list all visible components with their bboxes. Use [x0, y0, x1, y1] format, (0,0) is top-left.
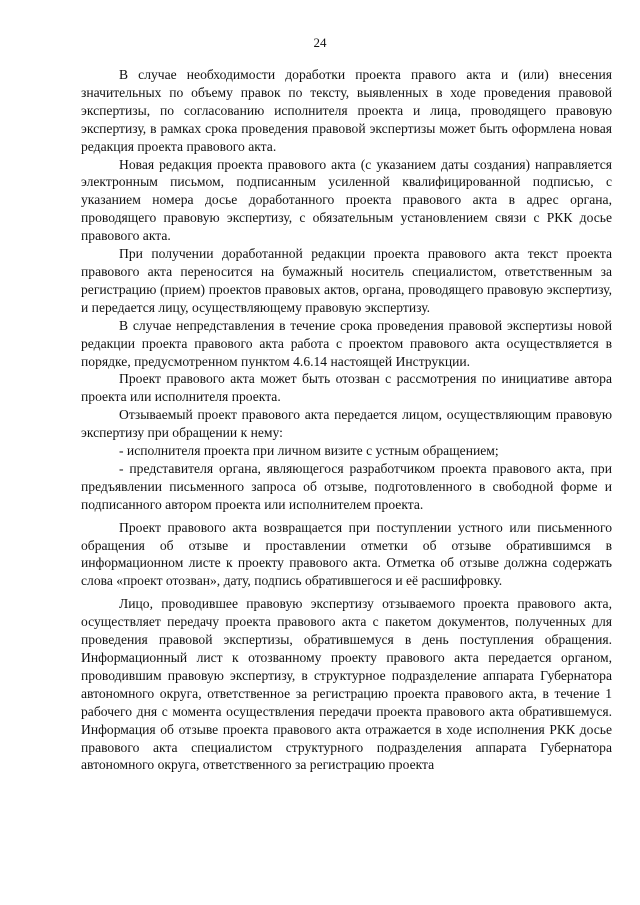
paragraph-non-submission: В случае непредставления в течение срока проведения правовой экспертизы новой редакции проекта правового акта работа с проектом правового акта осуществляется в порядке, предусмотренном пунктом 4.6.14 настоящей Инструкции. [81, 317, 612, 369]
paragraph-withdrawal: Проект правового акта может быть отозван с рассмотрения по инициативе автора проекта или исполнителя проекта. [81, 371, 612, 405]
list-item-executor-visit: - исполнителя проекта при личном визите с устным обращением; [119, 443, 499, 459]
paragraph-receiving-revision: При получении доработанной редакции проекта правового акта текст проекта правового акта переносится на бумажный носитель специалистом, ответственным за регистрацию (прием) проектов правовых актов, органа, проводящего правовую экспертизу, и передается лицу, осуществляющему правовую экспертизу. [81, 246, 612, 315]
list-item-organ-representative: - представителя органа, являющегося разработчиком проекта правового акта, при предъявлении письменного запроса об отзыве, подготовленного в свободной форме и подписанного автором проекта или исполнителем проекта. [81, 460, 612, 512]
paragraph-withdrawn-transfer: Отзываемый проект правового акта передается лицом, осуществляющим правовую экспертизу при обращении к нему: [81, 407, 612, 441]
paragraph-project-returned: Проект правового акта возвращается при поступлении устного или письменного обращения об отзыве и проставлении отметки об отзыве обратившимся в информационном листе к проекту правового акта. Отметка об отзыве должна содержать слова «проект отозван», дату, подпись обратившегося и её расшифровку. [81, 519, 612, 589]
document-body [81, 66, 612, 774]
paragraph-expert-transfer: Лицо, проводившее правовую экспертизу отзываемого проекта правового акта, осуществляет передачу проекта правового акта с пакетом документов, полученных для проведения правовой экспертизы, обратившемуся в день поступления обращения. Информационный лист к отозванному проекту правового акта передается органом, проводившим правовую экспертизу, в структурное подразделение аппарата Губернатора автономного округа, ответственное за регистрацию проекта правового акта, в течение 1 рабочего дня с момента осуществления передачи проекта правового акта обратившемуся. Информация об отзыве проекта правового акта отражается в ходе исполнения РКК досье правового акта специалистом структурного подразделения аппарата Губернатора автономного округа, ответственного за регистрацию проекта [81, 596, 612, 773]
page-number: 24 [313, 35, 327, 50]
paragraph-new-edition-sent: Новая редакция проекта правового акта (с указанием даты создания) направляется электронным письмом, подписанным усиленной квалифицированной подписью, с указанием номера досье доработанного проекта правового акта в адрес органа, проводящего правовую экспертизу, с обязательным установлением связи с РКК досье правового акта. [81, 156, 612, 244]
paragraph-revision-needed: В случае необходимости доработки проекта правого акта и (или) внесения значительных по объему правок по тексту, выявленных в ходе проведения правовой экспертизы, по согласованию исполнителя проекта и лица, проводящего правовую экспертизу, в рамках срока проведения правовой экспертизы может быть оформлена новая редакция проекта правового акта. [81, 67, 612, 154]
